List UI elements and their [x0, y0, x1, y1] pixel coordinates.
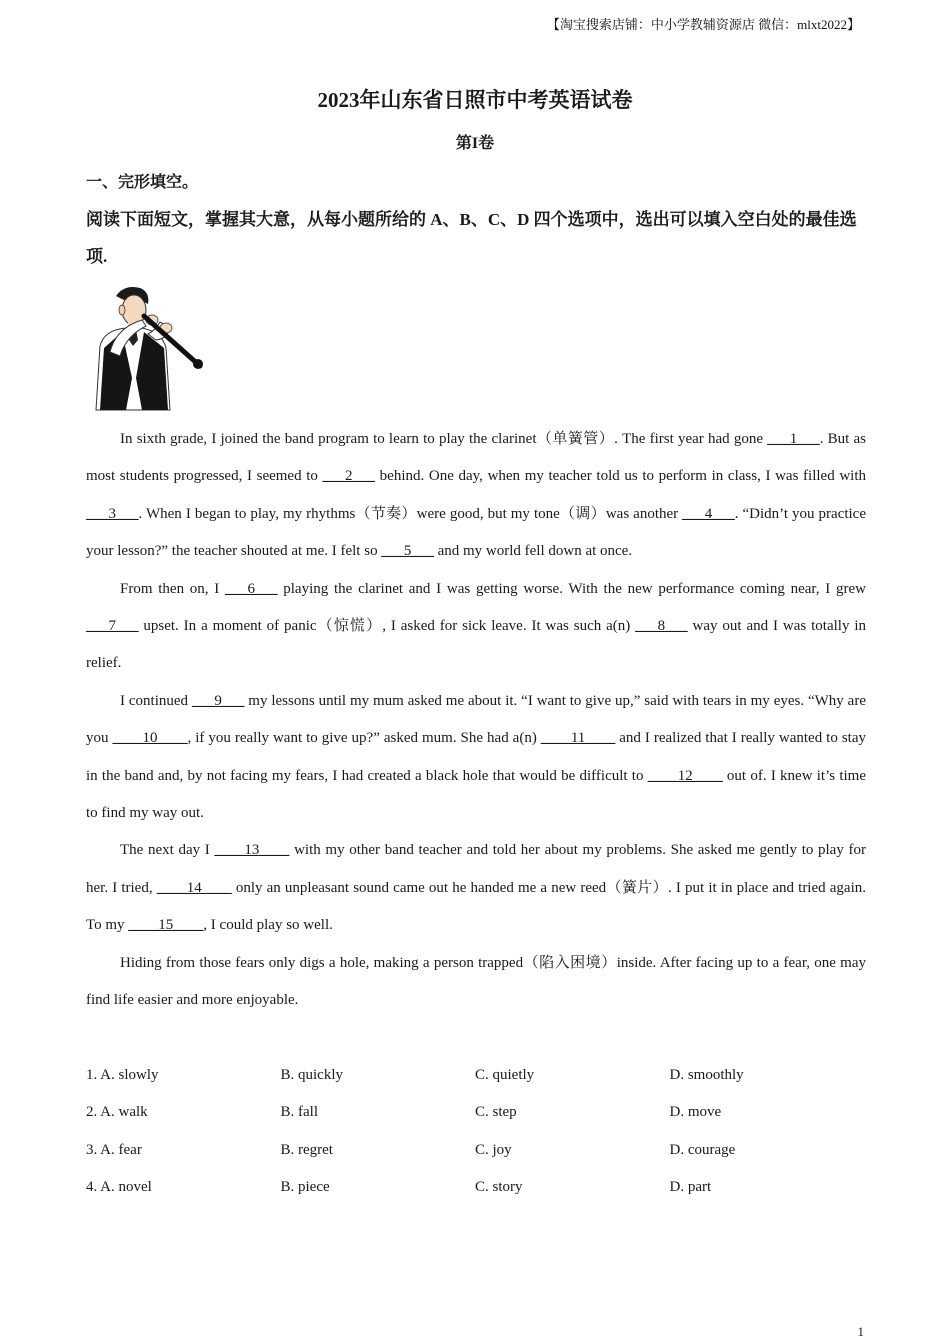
passage-text: . When I began to play, my rhythms（节奏）were good, but my tone（调）was another: [138, 505, 683, 522]
passage-paragraph-3: [86, 683, 866, 833]
question-row-3: [86, 1132, 866, 1169]
option-a: 2. A. walk: [86, 1104, 148, 1121]
option-d: D. part: [669, 1179, 712, 1196]
option-c: C. step: [475, 1104, 517, 1121]
option-b: B. piece: [280, 1179, 330, 1196]
header-note: 【淘宝搜索店铺：中小学教辅资源店 微信：mlxt2022】: [546, 17, 860, 32]
option-a: 4. A. novel: [86, 1179, 152, 1196]
passage-text: . “Didn’t you practice your lesson?” the teacher shouted at me. I felt so: [86, 505, 866, 560]
answer-options: [86, 1057, 866, 1207]
cloze-passage: [86, 421, 866, 1020]
passage-text: In sixth grade, I joined the band program to learn to play the clarinet（单簧管）. The first year had gone: [120, 431, 768, 447]
blank-4: ___4___: [682, 505, 735, 522]
passage-text: out of. I knew it’s time to find my way out.: [86, 767, 866, 822]
page-title: 2023年山东省日照市中考英语试卷: [317, 88, 633, 112]
option-b: B. fall: [280, 1104, 318, 1121]
passage-text: my lessons until my mum asked me about it. “I want to give up,” said with tears in my eyes. “Why are you: [86, 692, 866, 747]
passage-text: and I realized that I really wanted to stay in the band and, by not facing my fears, I had created a black hole that would be difficult to: [86, 730, 866, 784]
volume-subtitle: 第I卷: [455, 135, 495, 152]
passage-paragraph-2: [86, 571, 866, 683]
passage-text: way out and I was totally in relief.: [86, 618, 866, 672]
passage-paragraph-1: [86, 421, 866, 571]
passage-text: with my other band teacher and told her about my problems. She asked me gently to play for her. I tried,: [86, 842, 866, 896]
passage-text: I continued: [120, 692, 192, 709]
question-row-2: [86, 1094, 866, 1131]
blank-12: ____12____: [647, 767, 723, 784]
option-c: C. joy: [475, 1141, 512, 1158]
passage-text: behind. One day, when my teacher told us to perform in class, I was filled with: [375, 468, 867, 485]
option-b: B. quickly: [280, 1067, 343, 1083]
blank-9: ___9___: [191, 692, 245, 709]
page-number: 1: [857, 1324, 864, 1339]
blank-7: ___7___: [86, 618, 139, 635]
option-d: D. smoothly: [669, 1067, 744, 1083]
passage-paragraph-5: [86, 945, 866, 1020]
blank-10: ____10____: [112, 730, 188, 747]
passage-text: The next day I: [120, 842, 215, 859]
passage-text: , I could play so well.: [203, 917, 333, 934]
option-c: C. story: [475, 1179, 523, 1196]
clarinet-player-illustration: [86, 282, 206, 412]
blank-13: ____13____: [214, 842, 290, 859]
blank-5: ___5___: [381, 543, 434, 560]
option-a: 3. A. fear: [86, 1141, 142, 1158]
blank-8: ___8___: [635, 618, 688, 635]
question-row-4: [86, 1169, 866, 1206]
passage-text: upset. In a moment of panic（惊慌）, I asked for sick leave. It was such a(n): [138, 618, 636, 635]
blank-3: ___3___: [86, 505, 139, 522]
option-d: D. move: [669, 1104, 722, 1121]
passage-text: , if you really want to give up?” asked mum. She had a(n): [187, 730, 541, 747]
passage-text: and my world fell down at once.: [433, 543, 633, 560]
passage-text: From then on, I: [120, 580, 226, 597]
option-a: 1. A. slowly: [86, 1067, 159, 1083]
question-row-1: [86, 1057, 866, 1094]
passage-paragraph-4: [86, 832, 866, 944]
instructions: 阅读下面短文，掌握其大意，从每小题所给的 A、B、C、D 四个选项中，选出可以填入空白处的最佳选项.: [86, 210, 857, 266]
option-c: C. quietly: [475, 1067, 535, 1083]
blank-2: ___2___: [322, 468, 376, 485]
option-d: D. courage: [669, 1141, 736, 1158]
passage-text: Hiding from those fears only digs a hole, making a person trapped（陷入困境）inside. After facing up to a fear, one may find life easier and more enjoyable.: [86, 954, 866, 1009]
passage-text: . But as most students progressed, I seemed to: [86, 431, 866, 485]
blank-6: ___6___: [225, 580, 278, 597]
blank-11: ____11____: [540, 730, 616, 747]
option-b: B. regret: [280, 1141, 333, 1158]
section-heading: 一、完形填空。: [86, 174, 199, 191]
blank-14: ____14____: [156, 879, 232, 896]
passage-text: only an unpleasant sound came out he handed me a new reed（簧片）. I put it in place and tried again. To my: [86, 879, 866, 934]
blank-15: ____15____: [128, 917, 204, 934]
blank-1: ___1___: [767, 431, 820, 447]
passage-text: playing the clarinet and I was getting worse. With the new performance coming near, I grew: [277, 580, 866, 597]
